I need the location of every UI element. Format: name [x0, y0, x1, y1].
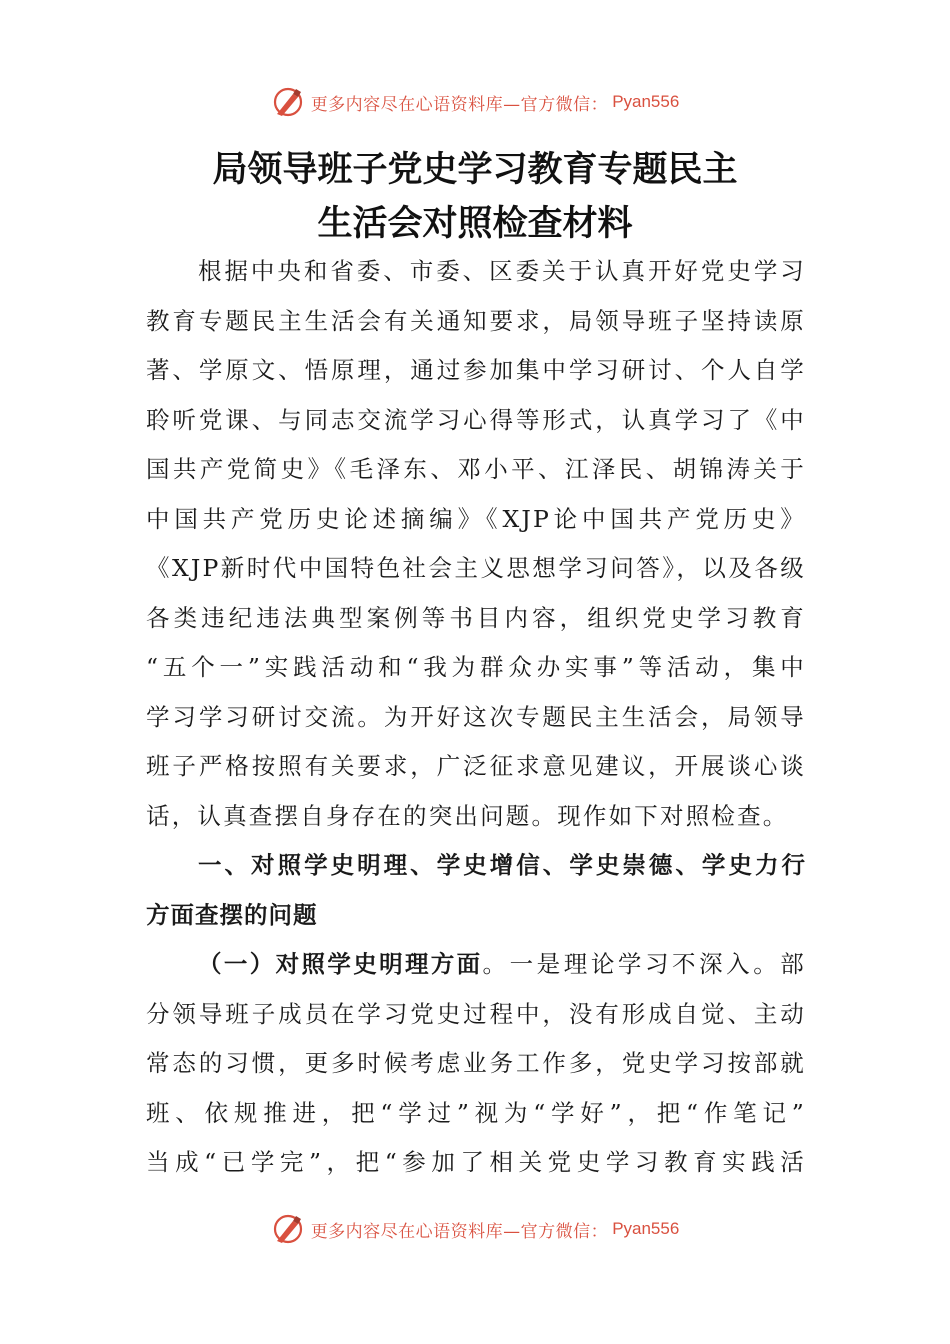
body-line: 学习学习研讨交流。为开好这次专题民主生活会，局领导 [146, 702, 806, 731]
body-line: 聆听党课、与同志交流学习心得等形式，认真学习了《中 [146, 405, 806, 434]
section-heading-line: 一、对照学史明理、学史增信、学史崇德、学史力行 [198, 851, 806, 879]
body-line: 当成“已学完”，把“参加了相关党史学习教育实践活 [146, 1148, 806, 1176]
subsection-heading: （一）对照学史明理方面 [198, 950, 483, 978]
body-line: 著、学原文、悟原理，通过参加集中学习研讨、个人自学 [146, 356, 806, 384]
watermark-banner-top [0, 82, 950, 122]
body-line: 话，认真查摆自身存在的突出问题。现作如下对照检查。 [146, 801, 789, 830]
body-line: “五个一”实践活动和“我为群众办实事”等活动，集中 [146, 653, 806, 681]
banner-wechat-id: Pyan556 [612, 1219, 680, 1238]
subsection-lead-line [146, 940, 806, 990]
document-body [146, 247, 806, 1188]
body-line: 班子严格按照有关要求，广泛征求意见建议，开展谈心谈 [146, 752, 806, 780]
pen-circle-logo-icon [271, 1212, 305, 1246]
body-line: 教育专题民主生活会有关通知要求，局领导班子坚持读原 [146, 306, 806, 335]
watermark-banner-bottom [0, 1209, 950, 1249]
body-line: 《XJP新时代中国特色社会主义思想学习问答》，以及各级 [146, 554, 806, 582]
body-line: 根据中央和省委、市委、区委关于认真开好党史学习 [198, 257, 806, 285]
title-line-2: 生活会对照检查材料 [317, 203, 633, 244]
banner-text: 更多内容尽在心语资料库—官方微信： [310, 94, 609, 115]
body-line: 中国共产党历史论述摘编》《XJP论中国共产党历史》 [146, 504, 806, 533]
subsection-lead-text: 。一是理论学习不深入。部 [482, 950, 806, 978]
body-line: 国共产党简史》《毛泽东、邓小平、江泽民、胡锦涛关于 [146, 455, 806, 483]
document-title [0, 143, 950, 251]
banner-wechat-id: Pyan556 [612, 92, 680, 111]
body-line: 常态的习惯，更多时候考虑业务工作多，党史学习按部就 [146, 1049, 806, 1077]
body-line: 各类违纪违法典型案例等书目内容，组织党史学习教育 [146, 603, 806, 632]
body-line: 班、依规推进，把“学过”视为“学好”，把“作笔记” [146, 1098, 806, 1127]
title-line-1: 局领导班子党史学习教育专题民主 [212, 149, 738, 190]
body-line: 分领导班子成员在学习党史过程中，没有形成自觉、主动 [146, 999, 806, 1028]
pen-circle-logo-icon [271, 85, 305, 119]
section-heading-line: 方面查摆的问题 [146, 900, 318, 929]
banner-text: 更多内容尽在心语资料库—官方微信： [310, 1221, 609, 1242]
